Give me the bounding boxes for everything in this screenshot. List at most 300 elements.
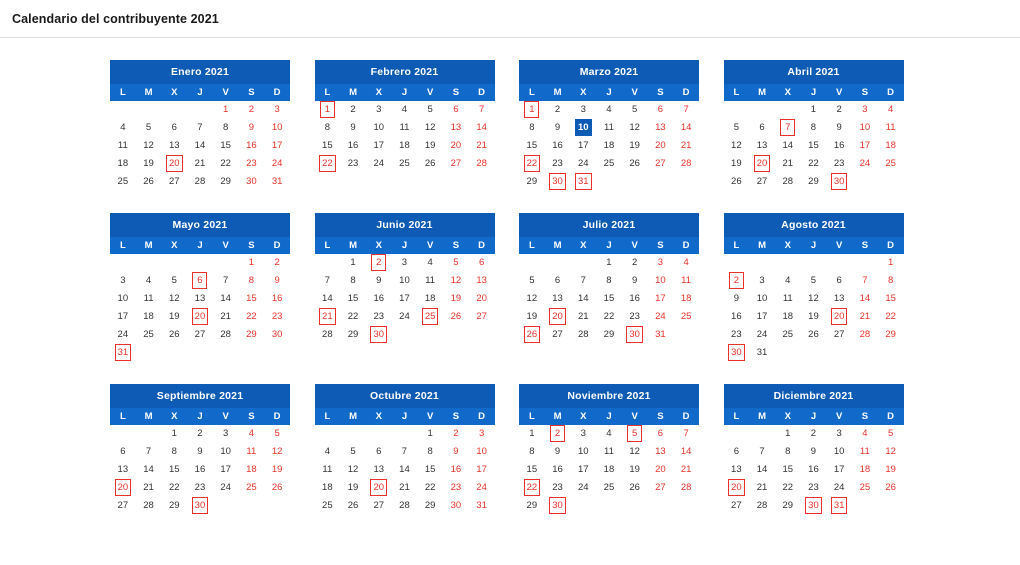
day-cell[interactable] <box>724 272 750 290</box>
day-cell[interactable] <box>724 497 750 515</box>
day-cell[interactable] <box>315 308 341 326</box>
day-cell[interactable] <box>213 443 239 461</box>
day-cell[interactable] <box>161 119 187 137</box>
day-cell[interactable] <box>596 425 622 443</box>
day-cell[interactable] <box>417 308 443 326</box>
day-cell[interactable] <box>213 425 239 443</box>
day-cell[interactable] <box>213 461 239 479</box>
day-cell[interactable] <box>239 425 265 443</box>
day-cell[interactable] <box>826 290 852 308</box>
day-cell[interactable] <box>570 137 596 155</box>
day-cell[interactable] <box>366 137 392 155</box>
day-cell[interactable] <box>596 272 622 290</box>
day-cell[interactable] <box>110 272 136 290</box>
day-cell[interactable] <box>340 254 366 272</box>
day-cell[interactable] <box>801 173 827 191</box>
day-cell[interactable] <box>724 479 750 497</box>
day-cell[interactable] <box>340 479 366 497</box>
day-cell[interactable] <box>570 308 596 326</box>
day-cell[interactable] <box>724 290 750 308</box>
day-cell[interactable] <box>801 119 827 137</box>
day-cell[interactable] <box>136 173 162 191</box>
day-cell[interactable] <box>340 272 366 290</box>
day-cell[interactable] <box>878 101 904 119</box>
day-cell[interactable] <box>519 137 545 155</box>
day-cell[interactable] <box>187 272 213 290</box>
day-cell[interactable] <box>724 461 750 479</box>
day-cell[interactable] <box>826 155 852 173</box>
day-cell[interactable] <box>852 155 878 173</box>
day-cell[interactable] <box>775 137 801 155</box>
day-cell[interactable] <box>340 119 366 137</box>
day-cell[interactable] <box>826 173 852 191</box>
day-cell[interactable] <box>315 290 341 308</box>
day-cell[interactable] <box>264 173 290 191</box>
day-cell[interactable] <box>392 254 418 272</box>
day-cell[interactable] <box>749 173 775 191</box>
day-cell[interactable] <box>545 461 571 479</box>
day-cell[interactable] <box>443 254 469 272</box>
day-cell[interactable] <box>469 461 495 479</box>
day-cell[interactable] <box>161 443 187 461</box>
day-cell[interactable] <box>545 497 571 515</box>
day-cell[interactable] <box>187 497 213 515</box>
day-cell[interactable] <box>673 461 699 479</box>
day-cell[interactable] <box>392 290 418 308</box>
day-cell[interactable] <box>392 101 418 119</box>
day-cell[interactable] <box>519 326 545 344</box>
day-cell[interactable] <box>545 137 571 155</box>
day-cell[interactable] <box>826 101 852 119</box>
day-cell[interactable] <box>545 101 571 119</box>
day-cell[interactable] <box>801 461 827 479</box>
day-cell[interactable] <box>239 254 265 272</box>
day-cell[interactable] <box>826 497 852 515</box>
day-cell[interactable] <box>519 155 545 173</box>
day-cell[interactable] <box>366 497 392 515</box>
day-cell[interactable] <box>213 479 239 497</box>
day-cell[interactable] <box>673 155 699 173</box>
day-cell[interactable] <box>596 254 622 272</box>
day-cell[interactable] <box>878 137 904 155</box>
day-cell[interactable] <box>161 479 187 497</box>
day-cell[interactable] <box>469 479 495 497</box>
day-cell[interactable] <box>366 254 392 272</box>
day-cell[interactable] <box>852 137 878 155</box>
day-cell[interactable] <box>749 119 775 137</box>
day-cell[interactable] <box>264 479 290 497</box>
day-cell[interactable] <box>648 155 674 173</box>
day-cell[interactable] <box>366 461 392 479</box>
day-cell[interactable] <box>570 443 596 461</box>
day-cell[interactable] <box>340 290 366 308</box>
day-cell[interactable] <box>648 101 674 119</box>
day-cell[interactable] <box>648 326 674 344</box>
day-cell[interactable] <box>110 479 136 497</box>
day-cell[interactable] <box>596 443 622 461</box>
day-cell[interactable] <box>239 272 265 290</box>
day-cell[interactable] <box>519 290 545 308</box>
day-cell[interactable] <box>392 479 418 497</box>
day-cell[interactable] <box>161 272 187 290</box>
day-cell[interactable] <box>443 101 469 119</box>
day-cell[interactable] <box>264 425 290 443</box>
day-cell[interactable] <box>161 308 187 326</box>
day-cell[interactable] <box>264 101 290 119</box>
day-cell[interactable] <box>596 326 622 344</box>
day-cell[interactable] <box>213 155 239 173</box>
day-cell[interactable] <box>366 101 392 119</box>
day-cell[interactable] <box>443 443 469 461</box>
day-cell[interactable] <box>878 326 904 344</box>
day-cell[interactable] <box>136 308 162 326</box>
day-cell[interactable] <box>519 173 545 191</box>
day-cell[interactable] <box>187 443 213 461</box>
day-cell[interactable] <box>366 443 392 461</box>
day-cell[interactable] <box>622 272 648 290</box>
day-cell[interactable] <box>239 443 265 461</box>
day-cell[interactable] <box>826 137 852 155</box>
day-cell[interactable] <box>878 155 904 173</box>
day-cell[interactable] <box>826 326 852 344</box>
day-cell[interactable] <box>161 326 187 344</box>
day-cell[interactable] <box>673 479 699 497</box>
day-cell[interactable] <box>878 254 904 272</box>
day-cell[interactable] <box>648 443 674 461</box>
day-cell[interactable] <box>239 326 265 344</box>
day-cell[interactable] <box>775 326 801 344</box>
day-cell[interactable] <box>775 173 801 191</box>
day-cell[interactable] <box>187 290 213 308</box>
day-cell[interactable] <box>264 443 290 461</box>
day-cell[interactable] <box>469 155 495 173</box>
day-cell[interactable] <box>648 290 674 308</box>
day-cell[interactable] <box>775 272 801 290</box>
day-cell[interactable] <box>622 119 648 137</box>
day-cell[interactable] <box>366 119 392 137</box>
day-cell[interactable] <box>264 155 290 173</box>
day-cell[interactable] <box>239 308 265 326</box>
day-cell[interactable] <box>673 443 699 461</box>
day-cell[interactable] <box>622 290 648 308</box>
day-cell[interactable] <box>161 137 187 155</box>
day-cell[interactable] <box>340 497 366 515</box>
day-cell[interactable] <box>239 101 265 119</box>
day-cell[interactable] <box>110 497 136 515</box>
day-cell[interactable] <box>878 425 904 443</box>
day-cell[interactable] <box>801 155 827 173</box>
day-cell[interactable] <box>596 137 622 155</box>
day-cell[interactable] <box>366 308 392 326</box>
day-cell[interactable] <box>801 290 827 308</box>
day-cell[interactable] <box>443 308 469 326</box>
day-cell[interactable] <box>775 290 801 308</box>
day-cell[interactable] <box>136 497 162 515</box>
day-cell[interactable] <box>136 290 162 308</box>
day-cell[interactable] <box>110 119 136 137</box>
day-cell[interactable] <box>187 155 213 173</box>
day-cell[interactable] <box>213 272 239 290</box>
day-cell[interactable] <box>469 443 495 461</box>
day-cell[interactable] <box>570 479 596 497</box>
day-cell[interactable] <box>724 443 750 461</box>
day-cell[interactable] <box>596 461 622 479</box>
day-cell[interactable] <box>826 119 852 137</box>
day-cell[interactable] <box>673 137 699 155</box>
day-cell[interactable] <box>136 119 162 137</box>
day-cell[interactable] <box>469 101 495 119</box>
day-cell[interactable] <box>724 173 750 191</box>
day-cell[interactable] <box>622 155 648 173</box>
day-cell[interactable] <box>673 272 699 290</box>
day-cell[interactable] <box>749 155 775 173</box>
day-cell[interactable] <box>673 101 699 119</box>
day-cell[interactable] <box>648 461 674 479</box>
day-cell[interactable] <box>417 119 443 137</box>
day-cell[interactable] <box>545 173 571 191</box>
day-cell[interactable] <box>878 443 904 461</box>
day-cell[interactable] <box>392 497 418 515</box>
day-cell[interactable] <box>161 290 187 308</box>
day-cell[interactable] <box>775 308 801 326</box>
day-cell[interactable] <box>724 155 750 173</box>
day-cell[interactable] <box>519 461 545 479</box>
day-cell[interactable] <box>340 308 366 326</box>
day-cell[interactable] <box>596 101 622 119</box>
day-cell[interactable] <box>570 119 596 137</box>
day-cell[interactable] <box>519 443 545 461</box>
day-cell[interactable] <box>724 308 750 326</box>
day-cell[interactable] <box>749 344 775 362</box>
day-cell[interactable] <box>417 137 443 155</box>
day-cell[interactable] <box>469 290 495 308</box>
day-cell[interactable] <box>878 308 904 326</box>
day-cell[interactable] <box>826 272 852 290</box>
day-cell[interactable] <box>775 155 801 173</box>
day-cell[interactable] <box>749 272 775 290</box>
day-cell[interactable] <box>366 479 392 497</box>
day-cell[interactable] <box>622 443 648 461</box>
day-cell[interactable] <box>392 443 418 461</box>
day-cell[interactable] <box>775 497 801 515</box>
day-cell[interactable] <box>110 290 136 308</box>
day-cell[interactable] <box>673 425 699 443</box>
day-cell[interactable] <box>443 137 469 155</box>
day-cell[interactable] <box>775 119 801 137</box>
day-cell[interactable] <box>648 254 674 272</box>
day-cell[interactable] <box>852 290 878 308</box>
day-cell[interactable] <box>469 137 495 155</box>
day-cell[interactable] <box>622 101 648 119</box>
day-cell[interactable] <box>417 101 443 119</box>
day-cell[interactable] <box>749 308 775 326</box>
day-cell[interactable] <box>570 155 596 173</box>
day-cell[interactable] <box>648 308 674 326</box>
day-cell[interactable] <box>136 137 162 155</box>
day-cell[interactable] <box>852 479 878 497</box>
day-cell[interactable] <box>366 326 392 344</box>
day-cell[interactable] <box>136 326 162 344</box>
day-cell[interactable] <box>213 101 239 119</box>
day-cell[interactable] <box>801 308 827 326</box>
day-cell[interactable] <box>724 119 750 137</box>
day-cell[interactable] <box>519 308 545 326</box>
day-cell[interactable] <box>443 497 469 515</box>
day-cell[interactable] <box>443 272 469 290</box>
day-cell[interactable] <box>596 155 622 173</box>
day-cell[interactable] <box>136 461 162 479</box>
day-cell[interactable] <box>622 479 648 497</box>
day-cell[interactable] <box>315 119 341 137</box>
day-cell[interactable] <box>136 155 162 173</box>
day-cell[interactable] <box>519 497 545 515</box>
day-cell[interactable] <box>110 155 136 173</box>
day-cell[interactable] <box>136 272 162 290</box>
day-cell[interactable] <box>443 155 469 173</box>
day-cell[interactable] <box>161 425 187 443</box>
day-cell[interactable] <box>340 461 366 479</box>
day-cell[interactable] <box>801 497 827 515</box>
day-cell[interactable] <box>340 326 366 344</box>
day-cell[interactable] <box>340 101 366 119</box>
day-cell[interactable] <box>264 326 290 344</box>
day-cell[interactable] <box>315 272 341 290</box>
day-cell[interactable] <box>443 461 469 479</box>
day-cell[interactable] <box>315 326 341 344</box>
day-cell[interactable] <box>417 479 443 497</box>
day-cell[interactable] <box>239 290 265 308</box>
day-cell[interactable] <box>443 119 469 137</box>
day-cell[interactable] <box>596 308 622 326</box>
day-cell[interactable] <box>187 479 213 497</box>
day-cell[interactable] <box>545 290 571 308</box>
day-cell[interactable] <box>239 119 265 137</box>
day-cell[interactable] <box>519 479 545 497</box>
day-cell[interactable] <box>264 461 290 479</box>
day-cell[interactable] <box>724 344 750 362</box>
day-cell[interactable] <box>469 497 495 515</box>
day-cell[interactable] <box>392 272 418 290</box>
day-cell[interactable] <box>545 272 571 290</box>
day-cell[interactable] <box>749 137 775 155</box>
day-cell[interactable] <box>366 290 392 308</box>
day-cell[interactable] <box>545 326 571 344</box>
day-cell[interactable] <box>775 479 801 497</box>
day-cell[interactable] <box>570 461 596 479</box>
day-cell[interactable] <box>315 137 341 155</box>
day-cell[interactable] <box>417 425 443 443</box>
day-cell[interactable] <box>264 290 290 308</box>
day-cell[interactable] <box>264 137 290 155</box>
day-cell[interactable] <box>545 155 571 173</box>
day-cell[interactable] <box>392 308 418 326</box>
day-cell[interactable] <box>596 290 622 308</box>
day-cell[interactable] <box>340 137 366 155</box>
day-cell[interactable] <box>392 119 418 137</box>
day-cell[interactable] <box>570 272 596 290</box>
day-cell[interactable] <box>570 290 596 308</box>
day-cell[interactable] <box>673 254 699 272</box>
day-cell[interactable] <box>366 272 392 290</box>
day-cell[interactable] <box>749 497 775 515</box>
day-cell[interactable] <box>315 101 341 119</box>
day-cell[interactable] <box>264 308 290 326</box>
day-cell[interactable] <box>239 173 265 191</box>
day-cell[interactable] <box>775 443 801 461</box>
day-cell[interactable] <box>519 119 545 137</box>
day-cell[interactable] <box>545 308 571 326</box>
day-cell[interactable] <box>801 479 827 497</box>
day-cell[interactable] <box>110 461 136 479</box>
day-cell[interactable] <box>161 497 187 515</box>
day-cell[interactable] <box>315 443 341 461</box>
day-cell[interactable] <box>161 461 187 479</box>
day-cell[interactable] <box>187 308 213 326</box>
day-cell[interactable] <box>443 290 469 308</box>
day-cell[interactable] <box>622 137 648 155</box>
day-cell[interactable] <box>417 272 443 290</box>
day-cell[interactable] <box>749 461 775 479</box>
day-cell[interactable] <box>392 137 418 155</box>
day-cell[interactable] <box>826 425 852 443</box>
day-cell[interactable] <box>622 425 648 443</box>
day-cell[interactable] <box>570 173 596 191</box>
day-cell[interactable] <box>213 290 239 308</box>
day-cell[interactable] <box>545 479 571 497</box>
day-cell[interactable] <box>519 425 545 443</box>
day-cell[interactable] <box>519 101 545 119</box>
day-cell[interactable] <box>545 425 571 443</box>
day-cell[interactable] <box>213 119 239 137</box>
day-cell[interactable] <box>264 119 290 137</box>
day-cell[interactable] <box>264 272 290 290</box>
day-cell[interactable] <box>852 425 878 443</box>
day-cell[interactable] <box>110 137 136 155</box>
day-cell[interactable] <box>110 326 136 344</box>
day-cell[interactable] <box>852 461 878 479</box>
day-cell[interactable] <box>724 326 750 344</box>
day-cell[interactable] <box>878 119 904 137</box>
day-cell[interactable] <box>596 119 622 137</box>
day-cell[interactable] <box>417 290 443 308</box>
day-cell[interactable] <box>187 119 213 137</box>
day-cell[interactable] <box>417 497 443 515</box>
day-cell[interactable] <box>826 461 852 479</box>
day-cell[interactable] <box>417 461 443 479</box>
day-cell[interactable] <box>724 137 750 155</box>
day-cell[interactable] <box>648 479 674 497</box>
day-cell[interactable] <box>852 101 878 119</box>
day-cell[interactable] <box>852 443 878 461</box>
day-cell[interactable] <box>187 425 213 443</box>
day-cell[interactable] <box>239 479 265 497</box>
day-cell[interactable] <box>469 272 495 290</box>
day-cell[interactable] <box>187 137 213 155</box>
day-cell[interactable] <box>110 443 136 461</box>
day-cell[interactable] <box>392 461 418 479</box>
day-cell[interactable] <box>264 254 290 272</box>
day-cell[interactable] <box>469 119 495 137</box>
day-cell[interactable] <box>826 308 852 326</box>
day-cell[interactable] <box>749 326 775 344</box>
day-cell[interactable] <box>648 272 674 290</box>
day-cell[interactable] <box>596 479 622 497</box>
day-cell[interactable] <box>852 272 878 290</box>
day-cell[interactable] <box>826 479 852 497</box>
day-cell[interactable] <box>213 326 239 344</box>
day-cell[interactable] <box>340 443 366 461</box>
day-cell[interactable] <box>417 254 443 272</box>
